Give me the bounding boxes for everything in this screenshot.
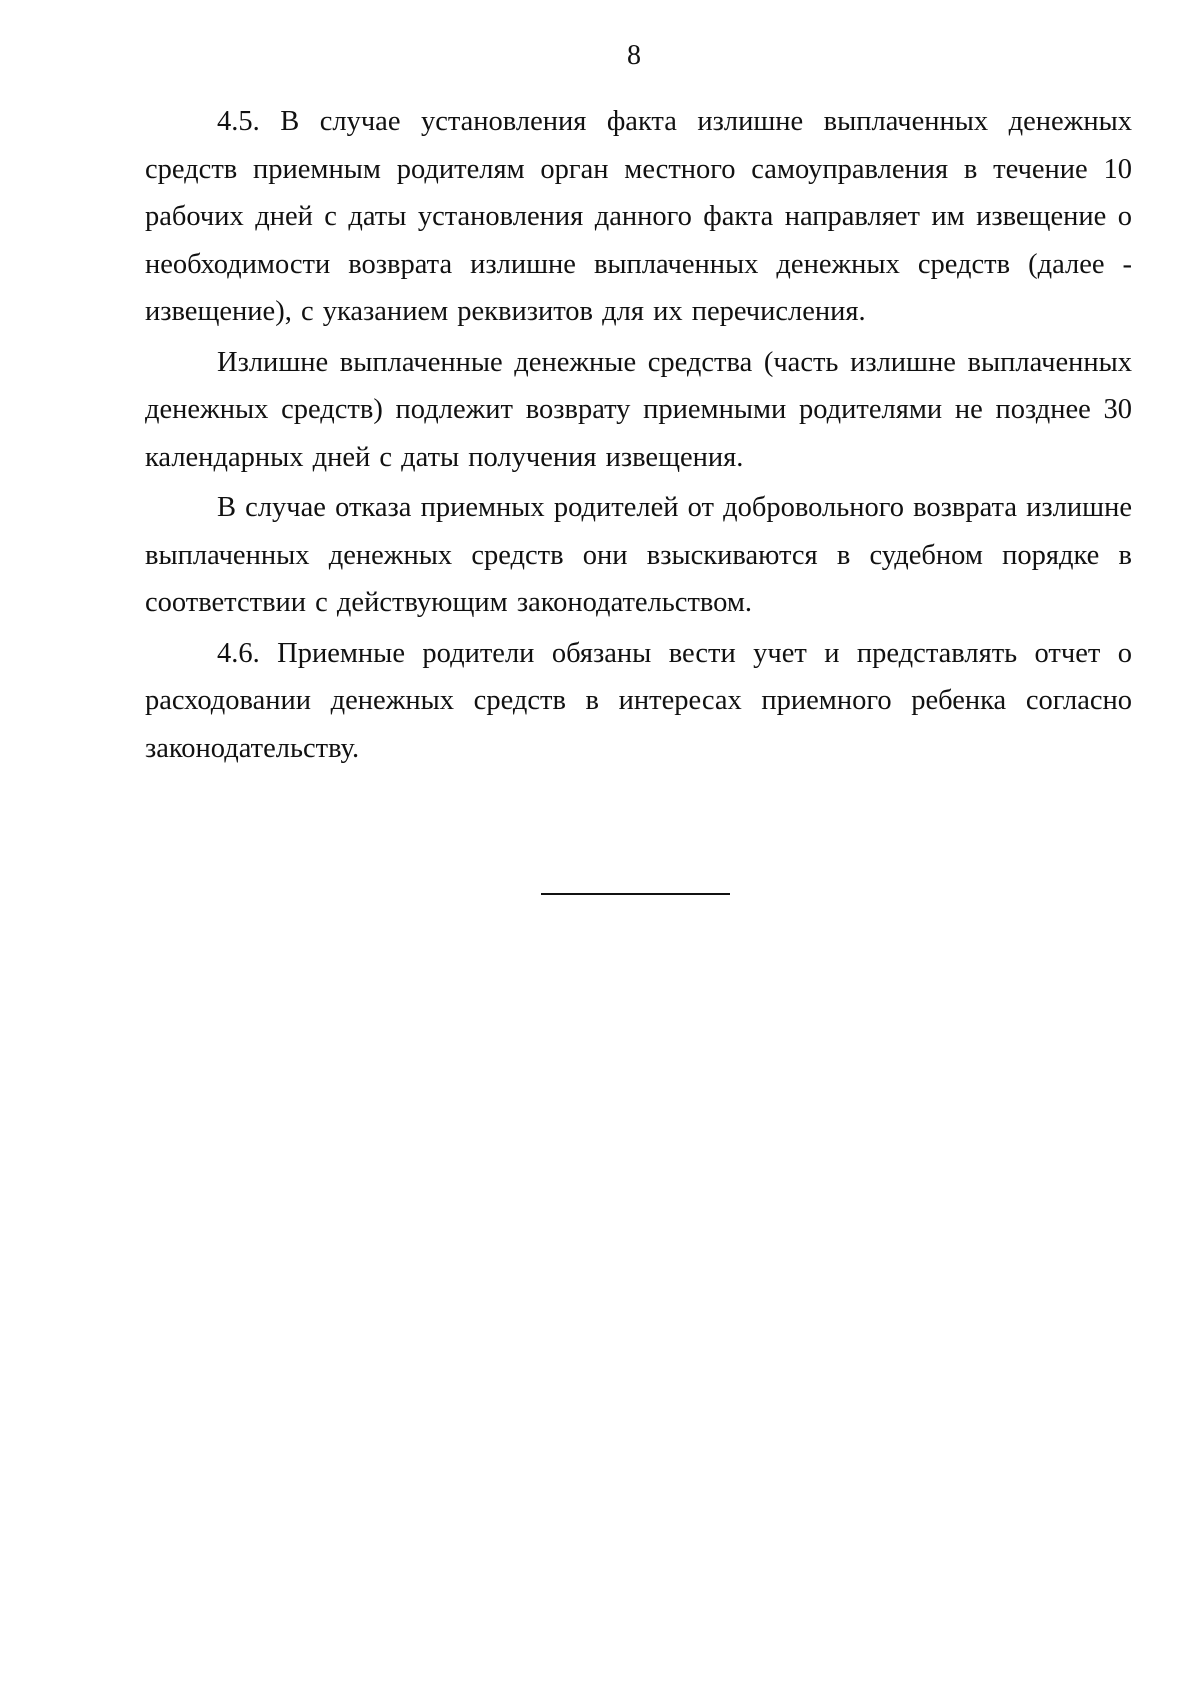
page-number: 8 <box>627 40 641 71</box>
document-body <box>145 98 1132 775</box>
paragraph-return-deadline: Излишне выплаченные денежные средства (часть излишне выплаченных денежных средств) подлежит возврату приемными родителями не позднее 30 календарных дней с даты получения извещения. <box>145 346 1132 473</box>
paragraph-refusal: В случае отказа приемных родителей от добровольного возврата излишне выплаченных денежных средств они взыскиваются в судебном порядке в соответствии с действующим законодательством. <box>145 492 1132 618</box>
end-separator-line <box>541 893 730 895</box>
paragraph-4-6: 4.6. Приемные родители обязаны вести учет и представлять отчет о расходовании денежных средств в интересах приемного ребенка согласно законодательству. <box>145 637 1132 764</box>
paragraph-4-5: 4.5. В случае установления факта излишне выплаченных денежных средств приемным родителям орган местного самоуправления в течение 10 рабочих дней с даты установления данного факта направляет им извещение о необходимости возврата излишне выплаченных денежных средств (далее - извещение), с указанием реквизитов для их перечисления. <box>145 106 1132 327</box>
